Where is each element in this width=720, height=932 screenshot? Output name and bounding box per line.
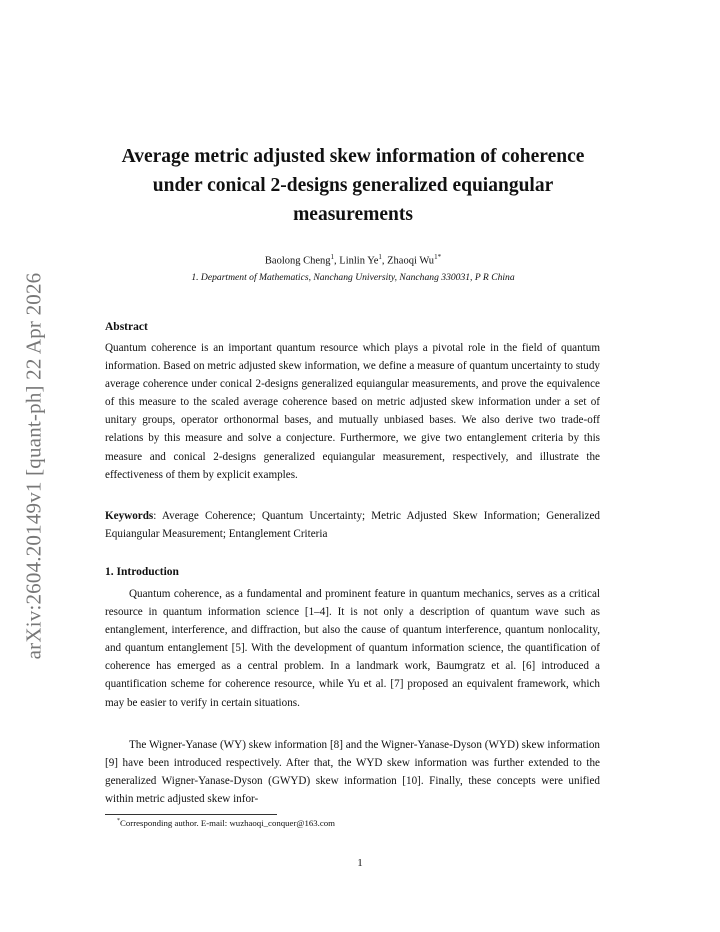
arxiv-identifier: arXiv:2604.20149v1 [quant-ph] 22 Apr 2026 [21, 272, 46, 660]
keywords-label: Keywords [105, 510, 154, 522]
intro-paragraph: The Wigner-Yanase (WY) skew information [8] and the Wigner-Yanase-Dyson (WYD) skew information [9] have been introduced respectively. After that, the WYD skew information was further extended to the generalized Wigner-Yanase-Dyson (GWYD) skew information [10]. Finally, these concepts were unified within metric adjusted skew infor- [105, 739, 600, 806]
author-mark: 1 [378, 253, 382, 261]
footnote [117, 818, 335, 828]
introduction-heading: 1. Introduction [105, 566, 179, 578]
intro-paragraph: Quantum coherence, as a fundamental and prominent feature in quantum mechanics, serves as a critical resource in quantum information science [1–4]. It is not only a description of quantum wave such as entanglement, interference, and diffraction, but also the cause of quantum interference, quantum nonlocality, and quantum entanglement [5]. With the development of quantum information science, the quantification of coherence has emerged as a central problem. In a landmark work, Baumgratz et al. [6] introduced a quantification scheme for coherence resource, while Yu et al. [7] proposed an equivalent framework, which may be easier to verify in certain situations. [105, 588, 600, 709]
author-mark: 1 [330, 253, 335, 261]
footnote-divider [105, 814, 277, 815]
arxiv-sidebar-stamp [14, 246, 54, 686]
page-number: 1 [357, 857, 363, 869]
author-name: Baolong Cheng [264, 255, 331, 267]
keywords [105, 507, 600, 543]
keywords-text: : Average Coherence; Quantum Uncertainty; Metric Adjusted Skew Information; Generalized Equiangular Measurement; Entanglement Criteria [105, 510, 600, 541]
affiliation: 1. Department of Mathematics, Nanchang University, Nanchang 330031, P R China [191, 272, 515, 283]
author-mark: 1* [434, 253, 442, 261]
footnote-mark: * [117, 818, 120, 825]
abstract-text: Quantum coherence is an important quantum resource which plays a pivotal role in the field of quantum information. Based on metric adjusted skew information, we define a measure of quantum uncertainty to study average coherence under conical 2-designs generalized equiangular measurements, and prove the equivalence of this measure to the scaled average coherence based on metric adjusted skew information under a set of unitary groups, operator orthonormal bases, and mutually unbiased bases. We also derive two trade-off relations by this measure and solve a conjecture. Furthermore, we give two entanglement criteria by this measure and conical 2-designs generalized equiangular measurement, respectively, and illustrate the effectiveness of them by explicit examples. [105, 342, 600, 481]
footnote-text: Corresponding author. E-mail: wuzhaoqi_conquer@163.com [120, 818, 336, 828]
author-list: Baolong Cheng$^1$, Linlin Ye$^1$, Zhaoqi $Wu^{1*}$ [264, 253, 442, 267]
paper-title: Average metric adjusted skew information of coherence under conical 2-designs generalized equiangular measurements [121, 146, 585, 225]
author-name: Zhaoqi Wu [387, 255, 435, 267]
abstract-heading: Abstract [105, 321, 148, 333]
author-name: Linlin Ye [339, 255, 379, 267]
